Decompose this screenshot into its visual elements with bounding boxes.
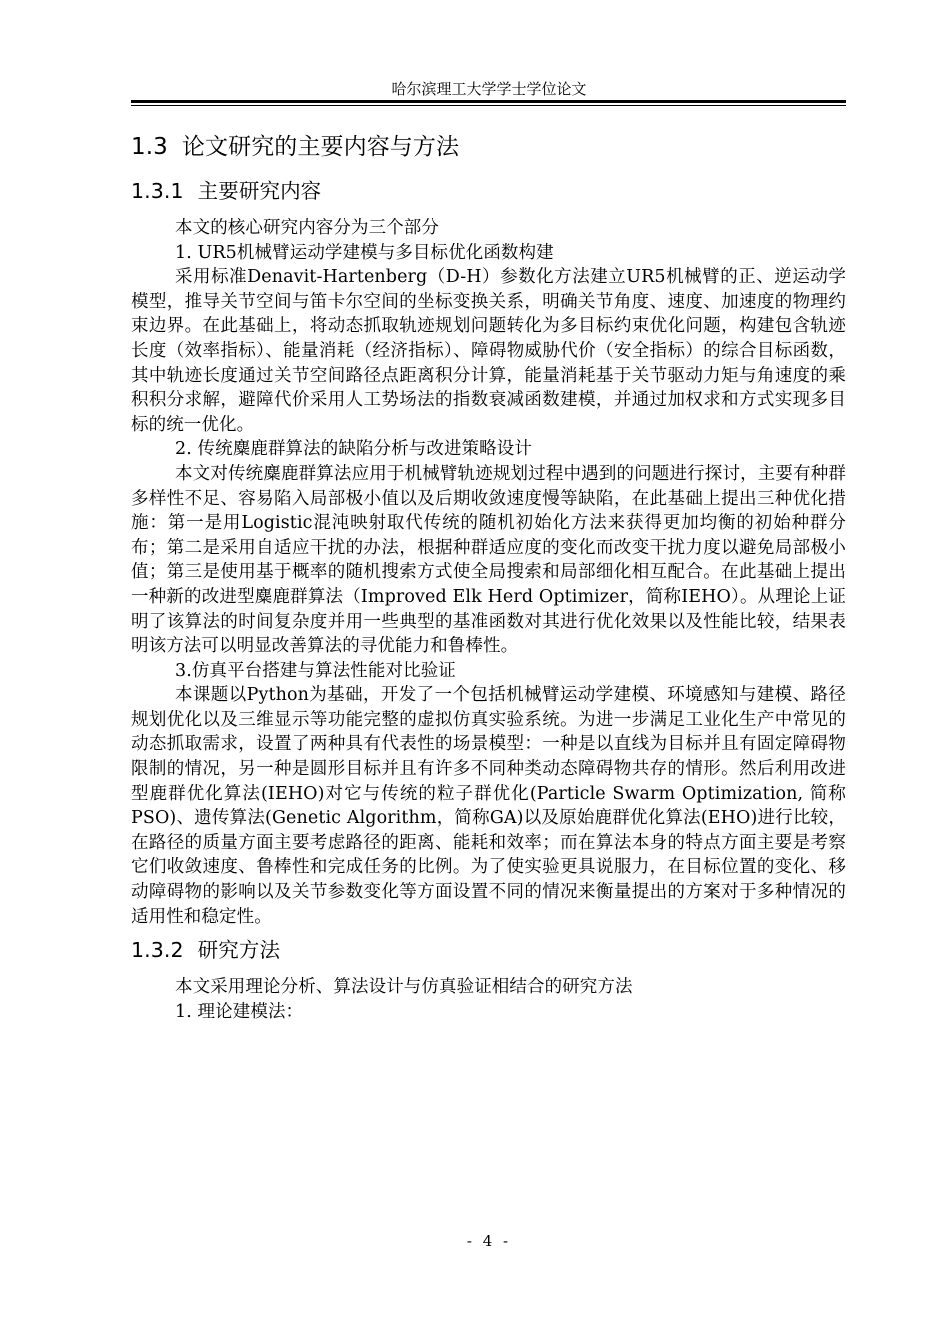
paragraph: 采用标准Denavit-Hartenberg（D-H）参数化方法建立UR5机械臂的正、逆运动学模型，推导关节空间与笛卡尔空间的坐标变换关系，明确关节角度、速度、加速度的物理约束边界。在此基础上，将动态抓取轨迹规划问题转化为多目标约束优化问题，构建包含轨迹长度（效率指标）、能量消耗（经济指标）、障碍物威胁代价（安全指标）的综合目标函数，其中轨迹长度通过关节空间路径点距离积分计算，能量消耗基于关节驱动力矩与角速度的乘积积分求解，避障代价采用人工势场法的指数衰减函数建模，并通过加权求和方式实现多目标的统一优化。 <box>131 267 846 435</box>
paragraph: 本课题以Python为基础，开发了一个包括机械臂运动学建模、环境感知与建模、路径规划优化以及三维显示等功能完整的虚拟仿真实验系统。为进一步满足工业化生产中常见的动态抓取需求，设置了两种具有代表性的场景模型：一种是以直线为目标并且有固定障碍物限制的情况，另一种是圆形目标并且有许多不同种类动态障碍物共存的情形。然后利用改进型鹿群优化算法(IEHO)对它与传统的粒子群优化(Particle Swarm Optimization, 简称PSO)、遗传算法(Genetic Algorithm，简称GA)以及原始鹿群优化算法(EHO)进行比较，在路径的质量方面主要考虑路径的距离、能耗和效率；而在算法本身的特点方面主要是考察它们收敛速度、鲁棒性和完成任务的比例。为了使实验更具说服力，在目标位置的变化、移动障碍物的影响以及关节参数变化等方面设置不同的情况来衡量提出的方案对于多种情况的适用性和稳定性。 <box>131 685 846 927</box>
paragraph: 本文对传统麋鹿群算法应用于机械臂轨迹规划过程中遇到的问题进行探讨，主要有种群多样性不足、容易陷入局部极小值以及后期收敛速度慢等缺陷，在此基础上提出三种优化措施：第一是用Logistic混沌映射取代传统的随机初始化方法来获得更加均衡的初始种群分布；第二是采用自适应干扰的办法，根据种群适应度的变化而改变干扰力度以避免局部极小值；第三是使用基于概率的随机搜索方式使全局搜索和局部细化相互配合。在此基础上提出一种新的改进型麋鹿群算法（Improved Elk Herd Optimizer，简称IEHO）。从理论上证明了该算法的时间复杂度并用一些典型的基准函数对其进行优化效果以及性能比较，结果表明该方法可以明显改善算法的寻优能力和鲁棒性。 <box>131 463 846 657</box>
page-number: - 4 - <box>466 1232 512 1250</box>
subsection-heading <box>131 935 846 965</box>
paragraph: 本文的核心研究内容分为三个部分 <box>175 218 439 238</box>
body-content <box>131 130 846 1024</box>
section-title: 论文研究的主要内容与方法 <box>181 134 460 160</box>
subsection-heading <box>131 176 846 206</box>
running-header: 哈尔滨理工大学学士学位论文 <box>391 80 587 98</box>
header-rule-thick <box>131 100 846 103</box>
subsection-number: 1.3.1 <box>131 179 184 203</box>
subsection-title: 主要研究内容 <box>197 179 322 203</box>
paragraph: 2. 传统麋鹿群算法的缺陷分析与改进策略设计 <box>175 439 532 460</box>
header-rule-thin <box>131 105 846 106</box>
paragraph: 3.仿真平台搭建与算法性能对比验证 <box>175 660 456 681</box>
paragraph: 1. 理论建模法： <box>175 1001 304 1022</box>
paragraph: 本文采用理论分析、算法设计与仿真验证相结合的研究方法 <box>175 977 633 998</box>
subsection-title: 研究方法 <box>197 938 281 963</box>
section-number: 1.3 <box>131 134 168 160</box>
paragraph: 1. UR5机械臂运动学建模与多目标优化函数构建 <box>175 242 554 263</box>
section-heading <box>131 130 846 164</box>
subsection-number: 1.3.2 <box>131 938 184 963</box>
